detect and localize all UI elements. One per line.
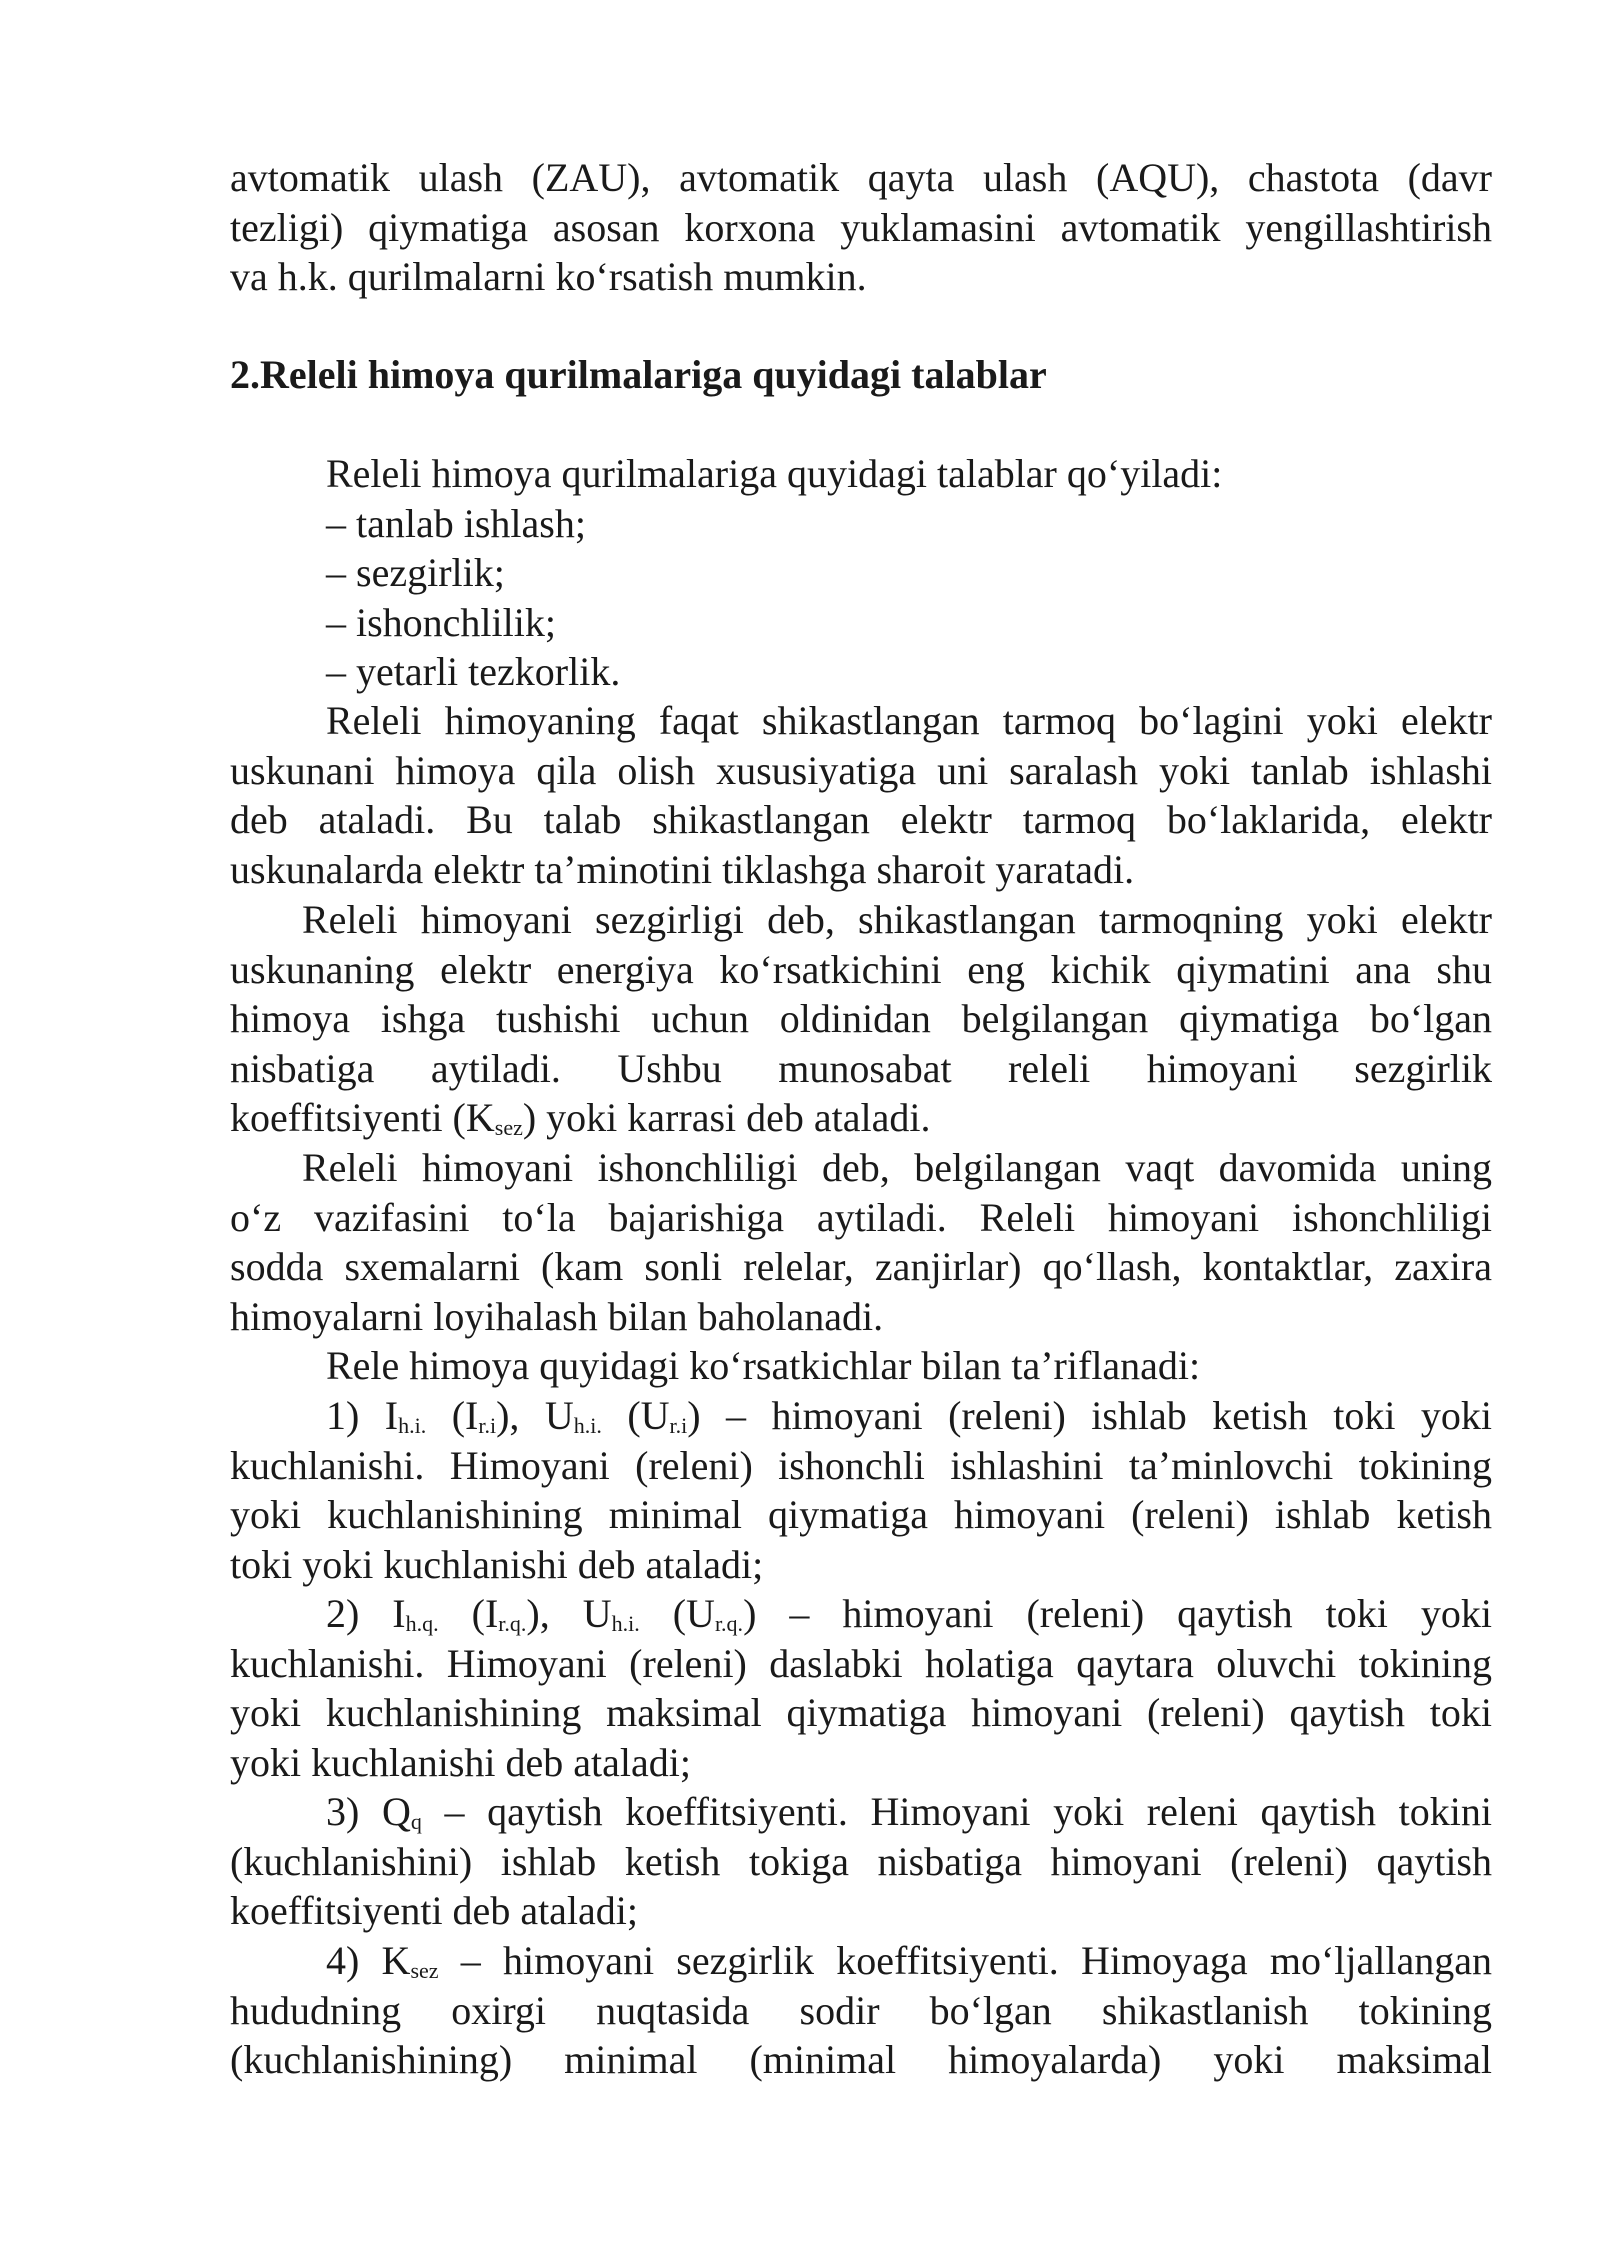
text-line <box>230 1936 1492 1986</box>
section-heading: 2.Releli himoya qurilmalariga quyidagi talablar <box>230 352 1047 397</box>
text-run: ), U <box>496 1393 574 1438</box>
text-line: kuchlanishi. Himoyani (releni) daslabki holatiga qaytara oluvchi tokining <box>230 1640 1492 1686</box>
text-line: toki yoki kuchlanishi deb ataladi; <box>230 1541 764 1587</box>
text-line: kuchlanishi. Himoyani (releni) ishonchli ishlashini ta’minlovchi tokining <box>230 1442 1492 1488</box>
indicators-lead: Rele himoya quyidagi ko‘rsatkichlar bilan ta’riflanadi: <box>326 1343 1201 1388</box>
text-line: hududning oxirgi nuqtasida sodir bo‘lgan shikastlanish tokining <box>230 1987 1492 2033</box>
text-line: Releli himoyani ishonchliligi deb, belgilangan vaqt davomida uning <box>302 1145 1492 1190</box>
indicator-item-4 <box>230 1936 1492 2085</box>
text-run: (U <box>601 1393 670 1438</box>
text-run: koeffitsiyenti (K <box>230 1095 495 1140</box>
text-line: sodda sxemalarni (kam sonli relelar, zanjirlar) qo‘llash, kontaktlar, zaxira <box>230 1244 1492 1289</box>
text-line: nisbatiga aytiladi. Ushbu munosabat releli himoyani sezgirlik <box>230 1045 1492 1091</box>
text-line: yoki kuchlanishining minimal qiymatiga himoyani (releni) ishlab ketish <box>230 1492 1492 1537</box>
text-line <box>230 1589 1492 1639</box>
sensitivity-paragraph <box>230 895 1492 1143</box>
text-line: Releli himoyani sezgirligi deb, shikastlangan tarmoqning yoki elektr <box>302 897 1492 942</box>
text-run: – himoyani sezgirlik koeffitsiyenti. Himoyaga mo‘ljallangan <box>438 1938 1492 1983</box>
text-run: 4) K <box>326 1938 411 1983</box>
subscript: h.i. <box>398 1413 427 1438</box>
text-run: ), U <box>526 1591 612 1636</box>
subscript: sez <box>494 1115 523 1140</box>
subscript: h.i. <box>611 1611 640 1636</box>
subscript: r.q. <box>498 1611 527 1636</box>
subscript: h.q. <box>405 1611 439 1636</box>
text-line: himoyalarni loyihalash bilan baholanadi. <box>230 1293 884 1339</box>
intro-paragraph <box>230 153 1492 302</box>
text-run: ) – himoyani (releni) ishlab ketish toki yoki <box>687 1393 1493 1438</box>
text-line <box>230 1787 1492 1837</box>
list-item: – yetarli tezkorlik. <box>326 649 621 694</box>
text-run: (I <box>426 1393 479 1438</box>
text-line: koeffitsiyenti deb ataladi; <box>230 1888 639 1933</box>
selectivity-paragraph <box>230 696 1492 894</box>
indicator-item-3 <box>230 1787 1492 1936</box>
subscript: q <box>410 1809 422 1834</box>
requirements-list <box>230 449 1492 697</box>
text-line: uskunani himoya qila olish xususiyatiga uni saralash yoki tanlab ishlashi <box>230 747 1492 793</box>
text-line: avtomatik ulash (ZAU), avtomatik qayta ulash (AQU), chastota (davr <box>230 155 1492 200</box>
subscript: sez <box>410 1958 439 1983</box>
text-line: (kuchlanishining) minimal (minimal himoyalarda) yoki maksimal <box>230 2037 1492 2082</box>
text-line: yoki kuchlanishining maksimal qiymatiga himoyani (releni) qaytish toki <box>230 1690 1492 1735</box>
text-line: va h.k. qurilmalarni ko‘rsatish mumkin. <box>230 254 867 299</box>
subscript: r.q. <box>714 1611 744 1636</box>
text-run: 2) I <box>326 1591 406 1636</box>
text-run: 3) Q <box>326 1789 411 1834</box>
subscript: r.i <box>478 1413 497 1438</box>
text-run: ) – himoyani (releni) qaytish toki yoki <box>743 1591 1493 1636</box>
text-line: himoya ishga tushishi uchun oldinidan belgilangan qiymatiga bo‘lgan <box>230 996 1492 1041</box>
text-line: (kuchlanishini) ishlab ketish tokiga nisbatiga himoyani (releni) qaytish <box>230 1838 1492 1884</box>
text-line <box>230 1391 1492 1441</box>
text-run: – qaytish koeffitsiyenti. Himoyani yoki releni qaytish tokini <box>421 1789 1492 1834</box>
text-line <box>230 1093 1492 1143</box>
text-line: uskunalarda elektr ta’minotini tiklashga sharoit yaratadi. <box>230 846 1135 892</box>
reliability-paragraph <box>230 1143 1492 1341</box>
text-line: tezligi) qiymatiga asosan korxona yuklamasini avtomatik yengillashtirish <box>230 204 1492 250</box>
text-line: o‘z vazifasini to‘la bajarishiga aytiladi. Releli himoyani ishonchliligi <box>230 1194 1492 1240</box>
text-line: deb ataladi. Bu talab shikastlangan elektr tarmoq bo‘laklarida, elektr <box>230 797 1492 842</box>
list-item: – ishonchlilik; <box>326 599 556 645</box>
indicator-item-1 <box>230 1391 1492 1589</box>
indicator-item-2 <box>230 1589 1492 1787</box>
text-line: yoki kuchlanishi deb ataladi; <box>230 1739 691 1785</box>
text-run: ) yoki karrasi deb ataladi. <box>522 1095 931 1140</box>
text-run: (I <box>438 1591 499 1636</box>
text-run: (U <box>639 1591 715 1636</box>
subscript: r.i <box>669 1413 688 1438</box>
list-item: – tanlab ishlash; <box>326 500 586 546</box>
list-lead: Releli himoya qurilmalariga quyidagi talablar qo‘yiladi: <box>326 451 1223 496</box>
list-item: – sezgirlik; <box>326 550 505 595</box>
text-line: uskunaning elektr energiya ko‘rsatkichini eng kichik qiymatini ana shu <box>230 946 1492 992</box>
text-run: 1) I <box>326 1393 399 1438</box>
text-line: Releli himoyaning faqat shikastlangan tarmoq bo‘lagini yoki elektr <box>326 698 1492 743</box>
subscript: h.i. <box>573 1413 602 1438</box>
